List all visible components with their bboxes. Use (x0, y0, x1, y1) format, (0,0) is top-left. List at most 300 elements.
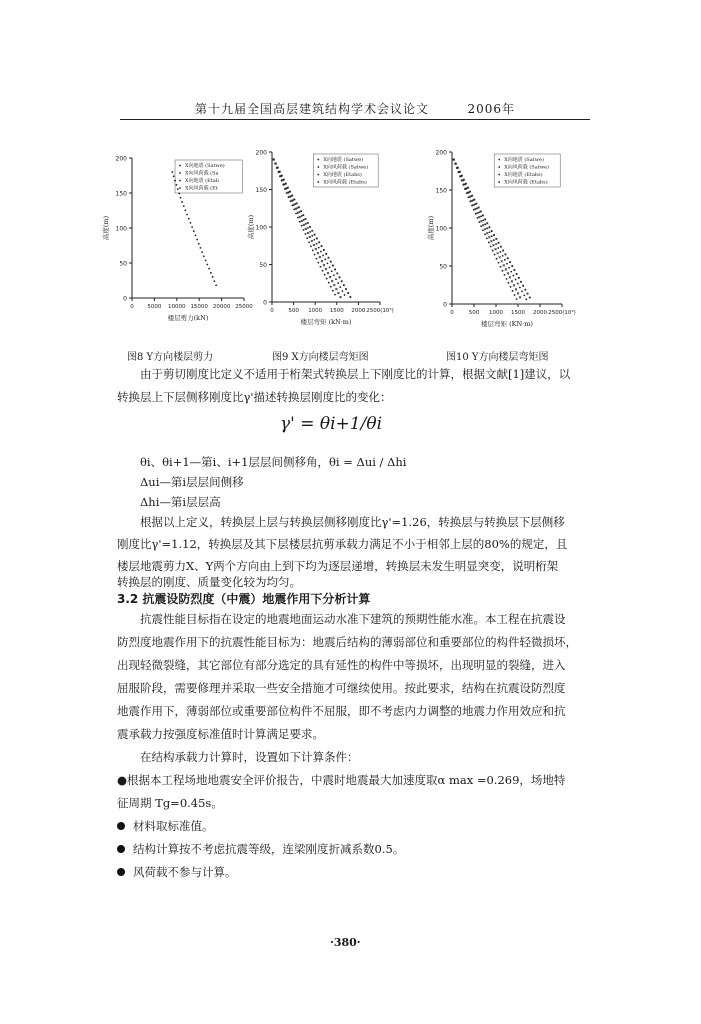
data-point (500, 251, 502, 253)
data-point (303, 229, 305, 231)
data-point (299, 221, 301, 223)
bullet-item (117, 818, 214, 834)
legend-entry: X向地震 (Satwe) (185, 163, 225, 169)
data-point (308, 241, 310, 243)
legend-marker (179, 172, 181, 174)
data-point (500, 246, 502, 248)
data-point (183, 205, 185, 207)
data-point (506, 278, 508, 280)
data-point (459, 171, 461, 173)
legend-entry: X向地震 (Etab (185, 178, 219, 184)
data-point (188, 218, 190, 220)
data-point (206, 264, 208, 266)
data-point (273, 159, 275, 161)
data-point (509, 261, 511, 263)
x-tick-label: 20000 (212, 304, 231, 310)
data-point (302, 214, 304, 216)
data-point (524, 289, 526, 291)
data-point (316, 243, 318, 245)
data-point (344, 294, 346, 296)
y-tick-label: 150 (435, 187, 447, 195)
data-point (332, 290, 334, 292)
legend-marker (317, 174, 319, 176)
data-point (502, 250, 504, 252)
data-point (467, 187, 469, 189)
data-point (504, 274, 506, 276)
data-point (316, 238, 318, 240)
data-point (296, 202, 298, 204)
data-point (181, 201, 183, 203)
data-point (482, 215, 484, 217)
data-point (305, 223, 307, 225)
legend-marker (498, 181, 500, 183)
figure-10 (425, 138, 600, 343)
data-point (311, 240, 313, 242)
data-point (337, 292, 339, 294)
data-point (340, 296, 342, 298)
bullet-item (117, 841, 404, 857)
data-point (508, 267, 510, 269)
data-point (511, 280, 513, 282)
data-point (491, 230, 493, 232)
y-tick-label: 100 (435, 225, 447, 233)
legend-marker (498, 174, 500, 176)
data-point (475, 208, 477, 210)
data-point (195, 234, 197, 236)
data-point (505, 268, 507, 270)
data-point (488, 242, 490, 244)
header-rule (120, 119, 590, 120)
data-point (490, 240, 492, 242)
data-point (484, 228, 486, 230)
data-point (495, 238, 497, 240)
data-point (327, 272, 329, 274)
data-point (525, 298, 527, 300)
data-point (491, 235, 493, 237)
para2-line3: 楼层地震剪力X、Y两个方向由上到下均为逐层递增，转换层未发生明显突变，说明桁架 (117, 559, 559, 573)
running-header (120, 100, 590, 120)
y-tick-label: 0 (123, 295, 127, 303)
y-tick-label: 50 (439, 263, 447, 271)
data-point (329, 276, 331, 278)
data-point (511, 265, 513, 267)
data-point (215, 284, 217, 286)
data-point (320, 251, 322, 253)
data-point (519, 287, 521, 289)
data-point (334, 269, 336, 271)
chart-x-moment (245, 144, 420, 344)
data-point (275, 163, 277, 165)
data-point (294, 199, 296, 201)
data-point (317, 252, 319, 254)
data-point (335, 288, 337, 290)
x-tick-label: 1500 (511, 310, 525, 316)
data-point (305, 218, 307, 220)
data-point (484, 218, 486, 220)
data-point (345, 288, 347, 290)
data-point (478, 211, 480, 213)
data-point (210, 272, 212, 274)
data-point (314, 234, 316, 236)
data-point (298, 206, 300, 208)
data-point (177, 188, 179, 190)
data-point (514, 294, 516, 296)
data-point (507, 257, 509, 259)
para1-line1: 由于剪切刚度比定义不适用于桁架式转换层上下刚度比的计算，根据文献[1]建议，以 (140, 367, 571, 381)
data-point (279, 171, 281, 173)
data-point (320, 266, 322, 268)
bullet-item (117, 864, 237, 880)
figure-9 (245, 144, 420, 344)
data-point (478, 216, 480, 218)
data-point (191, 226, 193, 228)
data-point (212, 276, 214, 278)
y-axis-label: 高度(m) (102, 215, 110, 241)
legend-marker (317, 181, 319, 183)
data-point (480, 220, 482, 222)
data-point (329, 266, 331, 268)
x-tick-label: 0 (450, 310, 454, 316)
y-axis-label: 高度(m) (247, 214, 255, 240)
data-point (332, 265, 334, 267)
legend-entry: X向风荷载 (Etabs) (504, 179, 548, 186)
caption-fig9: 图9 X方向楼层弯矩图 (272, 352, 369, 363)
data-point (324, 274, 326, 276)
data-point (336, 273, 338, 275)
data-point (328, 282, 330, 284)
data-point (313, 244, 315, 246)
data-point (484, 233, 486, 235)
data-point (309, 226, 311, 228)
para2-line4: 转换层的刚度、质量变化较为均匀。 (117, 575, 301, 589)
y-axis-label: 高度(m) (427, 215, 435, 241)
data-point (327, 262, 329, 264)
data-point (521, 291, 523, 293)
data-point (480, 211, 482, 213)
data-point (303, 224, 305, 226)
conference-title: 第十九届全国高层建筑结构学术会议论文 (194, 102, 429, 116)
data-point (343, 284, 345, 286)
data-point (324, 259, 326, 261)
data-point (520, 281, 522, 283)
caption-fig10: 图10 Y方向楼层弯矩图 (446, 352, 549, 363)
data-point (328, 257, 330, 259)
data-point (205, 260, 207, 262)
para3-line2: 防烈度地震作用下的抗震性能目标为：地震后结构的薄弱部位和重要部位的构件轻微损坏， (117, 635, 577, 649)
data-point (512, 290, 514, 292)
data-point (309, 231, 311, 233)
data-point (349, 296, 351, 298)
x-tick-label: 2500(10³) (366, 308, 394, 314)
def-theta: θi、θi+1—第i、i+1层层间侧移角，θi = Δui / Δhi (140, 455, 407, 469)
data-point (213, 280, 215, 282)
def-delta-u: Δui—第i层层间侧移 (140, 475, 244, 489)
para3-line1: 抗震性能目标指在设定的地震地面运动水准下建筑的预期性能水准。本工程在抗震设 (140, 612, 566, 626)
data-point (517, 292, 519, 294)
data-point (502, 270, 504, 272)
rigidity-ratio-formula: γ' = θi+1/θi (280, 414, 383, 434)
data-point (455, 163, 457, 165)
data-point (171, 171, 173, 173)
data-point (312, 250, 314, 252)
data-point (518, 277, 520, 279)
data-point (196, 239, 198, 241)
figure-8 (100, 138, 260, 343)
data-point (337, 282, 339, 284)
data-point (309, 236, 311, 238)
data-point (499, 256, 501, 258)
data-point (523, 294, 525, 296)
data-point (306, 237, 308, 239)
data-point (311, 235, 313, 237)
data-point (498, 262, 500, 264)
data-point (465, 183, 467, 185)
bullet-text: 结构计算按不考虑抗震等级，连梁刚度折减系数0.5。 (133, 842, 405, 856)
data-point (307, 232, 309, 234)
data-point (492, 244, 494, 246)
data-point (482, 219, 484, 221)
data-point (300, 210, 302, 212)
y-tick-label: 0 (263, 299, 267, 307)
data-point (341, 280, 343, 282)
data-point (301, 225, 303, 227)
data-point (297, 217, 299, 219)
data-point (516, 273, 518, 275)
data-point (522, 285, 524, 287)
data-point (321, 245, 323, 247)
data-point (208, 268, 210, 270)
para2-line2: 刚度比γ'=1.12，转换层及其下层楼层抗剪承载力满足不小于相邻上层的80%的规定，且 (117, 537, 568, 551)
x-tick-label: 500 (288, 308, 299, 314)
data-point (484, 223, 486, 225)
legend-marker (179, 187, 181, 189)
data-point (315, 248, 317, 250)
data-point (476, 203, 478, 205)
chart-y-moment (425, 138, 600, 343)
data-point (509, 276, 511, 278)
data-point (457, 167, 459, 169)
data-point (496, 258, 498, 260)
data-point (201, 251, 203, 253)
data-point (510, 271, 512, 273)
y-tick-label: 150 (115, 190, 127, 198)
legend-marker (317, 166, 319, 168)
data-point (314, 254, 316, 256)
y-tick-label: 50 (259, 262, 267, 269)
chart-y-shear (100, 138, 260, 343)
data-point (504, 259, 506, 261)
x-axis-label: 楼层弯矩 (kN·m) (300, 318, 352, 326)
data-point (497, 247, 499, 249)
data-point (510, 286, 512, 288)
bullet-text: 材料取标准值。 (133, 819, 214, 833)
data-point (331, 270, 333, 272)
data-point (495, 243, 497, 245)
data-point (281, 175, 283, 177)
data-point (513, 284, 515, 286)
data-point (488, 236, 490, 238)
data-point (461, 175, 463, 177)
data-point (323, 264, 325, 266)
data-point (176, 184, 178, 186)
x-tick-label: 2000 (533, 310, 547, 316)
legend-marker (179, 165, 181, 167)
para3-line4: 屈服阶段，需要修理并采取一些安全措施才可继续使用。按此要求，结构在抗震设防烈度 (117, 681, 566, 695)
legend-marker (498, 166, 500, 168)
x-axis-label: 楼层弯矩 (KN·m) (481, 320, 533, 328)
data-point (486, 227, 488, 229)
section-heading: 3.2 抗震设防烈度（中震）地震作用下分析计算 (117, 592, 371, 606)
data-point (482, 229, 484, 231)
data-point (334, 294, 336, 296)
data-point (310, 245, 312, 247)
bullet1-line1: ●根据本工程场地地震安全评价报告，中震时地震最大加速度取α max =0.269，场地特 (117, 773, 566, 787)
data-point (503, 264, 505, 266)
data-point (492, 250, 494, 252)
y-tick-label: 200 (435, 149, 447, 157)
data-point (307, 222, 309, 224)
data-point (173, 175, 175, 177)
data-point (316, 258, 318, 260)
data-point (339, 276, 341, 278)
data-point (463, 179, 465, 181)
data-point (514, 269, 516, 271)
data-point (289, 191, 291, 193)
legend-entry: X向地震 (Satwe) (323, 157, 364, 163)
para4: 在结构承载力计算时，设置如下计算条件： (140, 750, 359, 764)
para3-line5: 地震作用下，薄弱部位或重要部位构件不屈服，即不考虑内力调整的地震力作用效应和抗 (117, 704, 566, 718)
legend-entry: X向风荷载 (Satwe) (504, 164, 549, 171)
data-point (529, 297, 531, 299)
data-point (321, 260, 323, 262)
y-tick-label: 100 (115, 225, 127, 233)
data-point (285, 183, 287, 185)
x-tick-label: 2000 (351, 308, 366, 314)
data-point (325, 253, 327, 255)
bullet1-line2: 征周期 Tg=0.45s。 (117, 796, 223, 810)
data-point (478, 221, 480, 223)
data-point (471, 195, 473, 197)
x-tick-label: 1000 (308, 308, 323, 314)
data-point (498, 242, 500, 244)
data-point (291, 195, 293, 197)
data-point (489, 226, 491, 228)
data-point (307, 227, 309, 229)
legend-marker (498, 159, 500, 161)
data-point (304, 233, 306, 235)
data-point (500, 266, 502, 268)
data-point (497, 252, 499, 254)
data-point (515, 288, 517, 290)
data-point (490, 246, 492, 248)
x-tick-label: 2500(10³) (548, 310, 576, 316)
legend-entry: X向地震 (Etabs) (323, 172, 362, 178)
data-point (303, 219, 305, 221)
data-point (516, 298, 518, 300)
data-point (314, 239, 316, 241)
data-point (299, 216, 301, 218)
data-point (513, 275, 515, 277)
x-tick-label: 1000 (489, 310, 503, 316)
data-point (453, 159, 455, 161)
data-point (480, 225, 482, 227)
data-point (317, 262, 319, 264)
data-point (478, 207, 480, 209)
data-point (480, 215, 482, 217)
data-point (486, 222, 488, 224)
header-year: 2006年 (467, 102, 516, 116)
data-point (180, 197, 182, 199)
y-tick-label: 150 (255, 187, 267, 194)
legend-entry: X向风荷载 (Sa (185, 170, 219, 177)
data-point (319, 256, 321, 258)
data-point (318, 241, 320, 243)
data-point (193, 230, 195, 232)
chart-group (246, 150, 394, 327)
x-tick-label: 5000 (147, 304, 162, 310)
data-point (330, 286, 332, 288)
data-point (311, 230, 313, 232)
data-point (501, 260, 503, 262)
y-tick-label: 50 (119, 260, 127, 268)
data-point (486, 237, 488, 239)
data-point (203, 255, 205, 257)
x-tick-label: 10000 (168, 304, 186, 310)
legend-entry: X向风荷载 (Et (185, 185, 218, 192)
data-point (506, 263, 508, 265)
bullet-text: 风荷载不参与计算。 (133, 865, 237, 879)
data-point (305, 228, 307, 230)
chart-group (101, 156, 253, 323)
data-point (342, 290, 344, 292)
data-point (331, 280, 333, 282)
data-point (476, 212, 478, 214)
data-point (486, 232, 488, 234)
y-tick-label: 200 (115, 155, 127, 163)
y-tick-label: 200 (255, 149, 267, 157)
data-point (473, 199, 475, 201)
def-delta-h: Δhi—第i层层高 (140, 495, 221, 509)
data-point (339, 286, 341, 288)
data-point (277, 167, 279, 169)
data-point (517, 283, 519, 285)
data-point (174, 180, 176, 182)
data-point (198, 243, 200, 245)
data-point (477, 217, 479, 219)
data-point (322, 270, 324, 272)
x-tick-label: 15000 (190, 304, 208, 310)
chart-group (426, 150, 576, 329)
legend-entry: X向地震 (Etabs) (504, 172, 543, 178)
data-point (326, 278, 328, 280)
data-point (519, 296, 521, 298)
data-point (507, 272, 509, 274)
x-tick-label: 25000 (235, 304, 253, 310)
bullet-icon (117, 822, 125, 830)
legend-entry: X向风荷载 (Satwe) (323, 164, 369, 171)
data-point (283, 179, 285, 181)
para1-line2: 转换层上下层侧移刚度比γ'描述转换层刚度比的变化： (117, 390, 392, 404)
data-point (186, 214, 188, 216)
data-point (347, 292, 349, 294)
data-point (333, 274, 335, 276)
x-tick-label: 0 (270, 308, 274, 314)
bullet-icon (117, 868, 125, 876)
data-point (322, 255, 324, 257)
data-point (323, 249, 325, 251)
data-point (469, 191, 471, 193)
data-point (190, 222, 192, 224)
